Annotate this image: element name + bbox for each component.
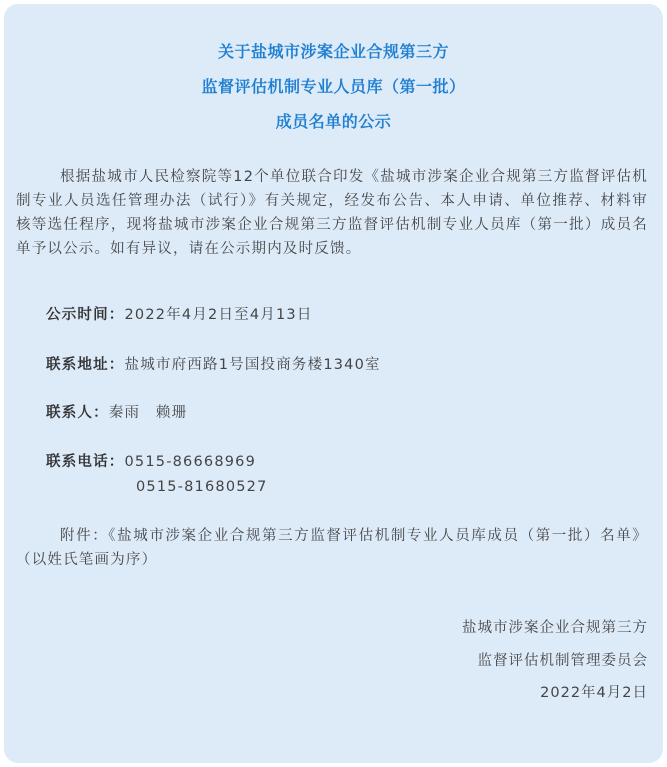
publicity-time-row xyxy=(46,305,313,325)
contact-phone-row xyxy=(46,452,256,472)
attachment-paragraph: 附件：《盐城市涉案企业合规第三方监督评估机制专业人员库成员（第一批）名单》（以姓氏笔画为序） xyxy=(16,528,648,568)
intro-paragraph: 根据盐城市人民检察院等12个单位联合印发《盐城市涉案企业合规第三方监督评估机制专业人员选任管理办法（试行）》有关规定，经发布公告、本人申请、单位推荐、材料审核等选任程序，现将盐城市涉案企业合规第三方监督评估机制专业人员库（第一批）成员名单予以公示。如有异议，请在公示期内及时反馈。 xyxy=(16,169,648,257)
contact-phone-label: 联系电话： xyxy=(46,454,125,470)
notice-title-line2: 监督评估机制专业人员库（第一批） xyxy=(201,77,466,96)
contact-address-label: 联系地址： xyxy=(46,357,125,373)
signature-date: 2022年4月2日 xyxy=(540,685,648,701)
signature-line1: 盐城市涉案企业合规第三方 xyxy=(462,620,648,636)
signature-line2: 监督评估机制管理委员会 xyxy=(477,653,648,669)
contact-address-value: 盐城市府西路1号国投商务楼1340室 xyxy=(124,357,381,373)
contact-address-row xyxy=(46,355,381,375)
notice-title-line3: 成员名单的公示 xyxy=(275,112,392,131)
contact-phone-value-2: 0515-81680527 xyxy=(136,479,268,495)
contact-phone-value-1: 0515-86668969 xyxy=(124,454,257,470)
publicity-time-value: 2022年4月2日至4月13日 xyxy=(124,307,313,323)
contact-person-row xyxy=(46,403,187,423)
contact-person-label: 联系人： xyxy=(46,405,109,421)
notice-title-line1: 关于盐城市涉案企业合规第三方 xyxy=(217,42,449,61)
contact-person-value: 秦雨 赖珊 xyxy=(108,405,188,421)
publicity-time-label: 公示时间： xyxy=(46,307,125,323)
